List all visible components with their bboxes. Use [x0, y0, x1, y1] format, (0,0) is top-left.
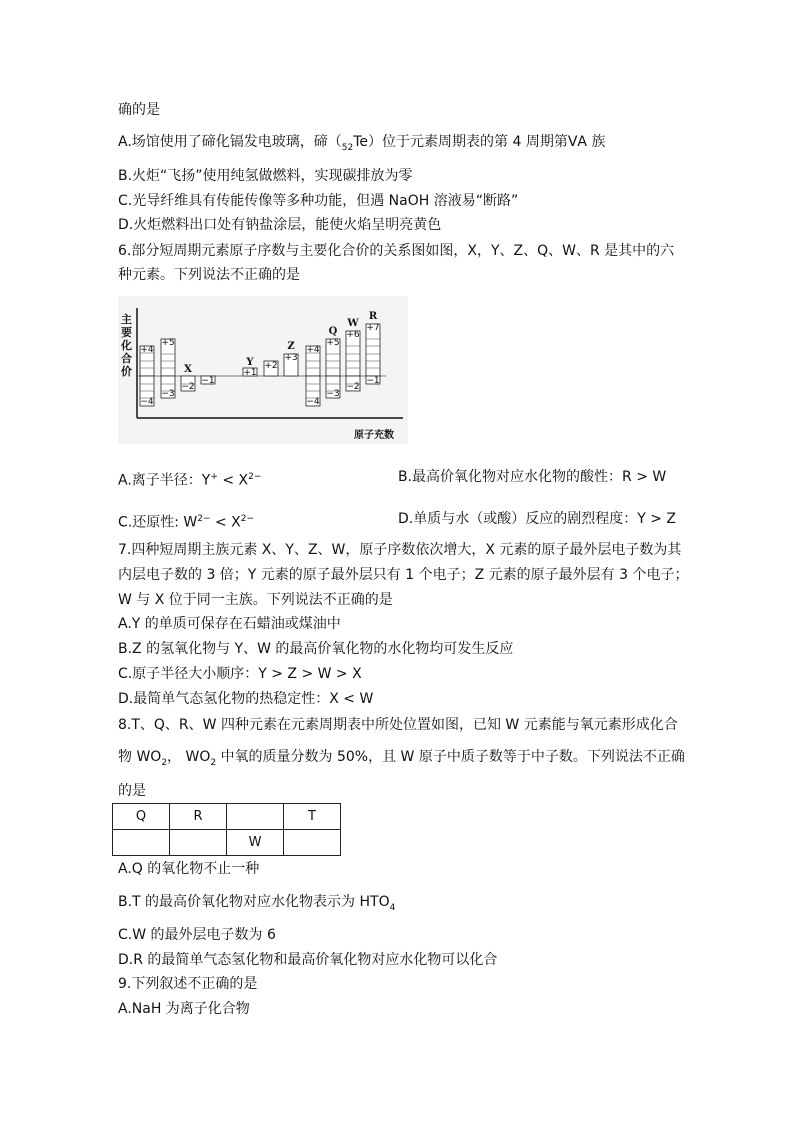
q7-stem-line1: 7.四种短周期主族元素 X、Y、Z、W，原子序数依次增大，X 元素的原子最外层电子数为其 [118, 542, 682, 558]
q7-option-d: D.最简单气态氢化物的热稳定性：X < W [118, 691, 374, 707]
q5-option-d: D.火炬燃料出口处有钠盐涂层，能使火焰呈明亮黄色 [118, 217, 442, 233]
bar-label: −3 [161, 389, 175, 399]
q7-stem-line2: 内层电子数的 3 倍；Y 元素的原子最外层只有 1 个电子；Z 元素的原子最外层有 3 个电子； [118, 567, 689, 583]
bar-label: +4 [306, 345, 320, 355]
table-cell: R [170, 804, 227, 830]
table-cell: T [284, 804, 341, 830]
bar-label: −3 [326, 389, 340, 399]
q5-option-b: B.火炬“飞扬”使用纯氢做燃料，实现碳排放为零 [118, 168, 413, 184]
bar-label: −4 [140, 397, 154, 407]
bar-label: −4 [306, 397, 320, 407]
ylabel-char: 化 [121, 339, 132, 352]
table-cell [170, 830, 227, 856]
element-r: R [368, 311, 378, 322]
ylabel-char: 合 [121, 352, 132, 365]
bar-label: +7 [366, 323, 380, 333]
q7-option-b: B.Z 的氢氧化物与 Y、W 的最高价氧化物的水化物均可发生反应 [118, 641, 514, 657]
table-row [113, 804, 341, 830]
q8-option-c: C.W 的最外层电子数为 6 [118, 927, 276, 943]
element-z: Z [287, 341, 295, 352]
element-y: Y [246, 357, 254, 368]
xlabel: 原子充数 [354, 430, 394, 441]
bar-label: +5 [326, 338, 340, 348]
q6-stem-line2: 种元素。下列说法不正确的是 [118, 267, 300, 283]
bar-label: −2 [346, 382, 360, 392]
table-cell [113, 830, 170, 856]
bar-label: +5 [161, 338, 175, 348]
q7-option-a: A.Y 的单质可保存在石蜡油或煤油中 [118, 616, 341, 632]
q6-option-b: B.最高价氧化物对应水化物的酸性：R > W [398, 469, 667, 485]
q5-stem-tail: 确的是 [118, 102, 160, 118]
bar-label: +2 [264, 361, 278, 371]
periodic-table-fragment [112, 803, 341, 856]
ylabel-char: 价 [121, 365, 132, 378]
q5-option-a: A.场馆使用了碲化镉发电玻璃，碲$(_{52}Te)$位于元素周期表的第 4 周期第ⅤA 族 [118, 134, 606, 153]
q6-option-a: A.离子半径：$Y^+ < X^{2-}$ [118, 472, 262, 489]
bar-label: −1 [201, 376, 215, 386]
bar-label: +4 [140, 345, 154, 355]
q8-stem-line2: 物 $WO_2$， $WO_2$ 中氧的质量分数为 50%，且 W 原子中质子数等于中子数。下列说法不正确 [118, 749, 685, 768]
q8-stem-line1: 8.T、Q、R、W 四种元素在元素周期表中所处位置如图，已知 W 元素能与氧元素形成化合 [118, 717, 678, 733]
q9-option-a: A.NaH 为离子化合物 [118, 1001, 250, 1017]
q5-option-c: C.光导纤维具有传能传像等多种功能，但遇 NaOH 溶液易“断路” [118, 193, 519, 209]
q6-option-c: C.还原性: $W^{2-} < X^{2-}$ [118, 514, 255, 531]
q8-option-b: B.T 的最高价氧化物对应水化物表示为 $HTO_4$ [118, 894, 396, 913]
q6-stem-line1: 6.部分短周期元素原子序数与主要化合价的关系图如图，X，Y、Z、Q、W、R 是其中的六 [118, 243, 675, 259]
q9-stem: 9.下列叙述不正确的是 [118, 976, 258, 992]
element-w: W [347, 318, 359, 329]
ylabel-char: 要 [121, 326, 132, 339]
q7-option-c: C.原子半径大小顺序：Y > Z > W > X [118, 666, 362, 682]
q7-stem-line3: W 与 X 位于同一主族。下列说法不正确的是 [118, 592, 393, 608]
bar-label: +3 [284, 353, 298, 363]
bar-label: +1 [243, 368, 257, 378]
ylabel-char: 主 [121, 313, 132, 326]
table-cell [227, 804, 284, 830]
table-row [113, 830, 341, 856]
element-x: X [184, 364, 192, 375]
q8-stem-line3: 的是 [118, 783, 146, 799]
element-q: Q [328, 326, 338, 337]
q8-option-d: D.R 的最简单气态氢化物和最高价氧化物对应水化物可以化合 [118, 952, 498, 968]
q8-option-a: A.Q 的氧化物不止一种 [118, 861, 260, 877]
valence-chart [118, 296, 408, 444]
table-cell: W [227, 830, 284, 856]
bar-label: −2 [181, 382, 195, 392]
q6-option-d: D.单质与水（或酸）反应的剧烈程度：Y > Z [398, 511, 677, 527]
bar-label: +6 [346, 330, 360, 340]
table-cell: Q [113, 804, 170, 830]
table-cell [284, 830, 341, 856]
bar-label: −1 [366, 376, 380, 386]
